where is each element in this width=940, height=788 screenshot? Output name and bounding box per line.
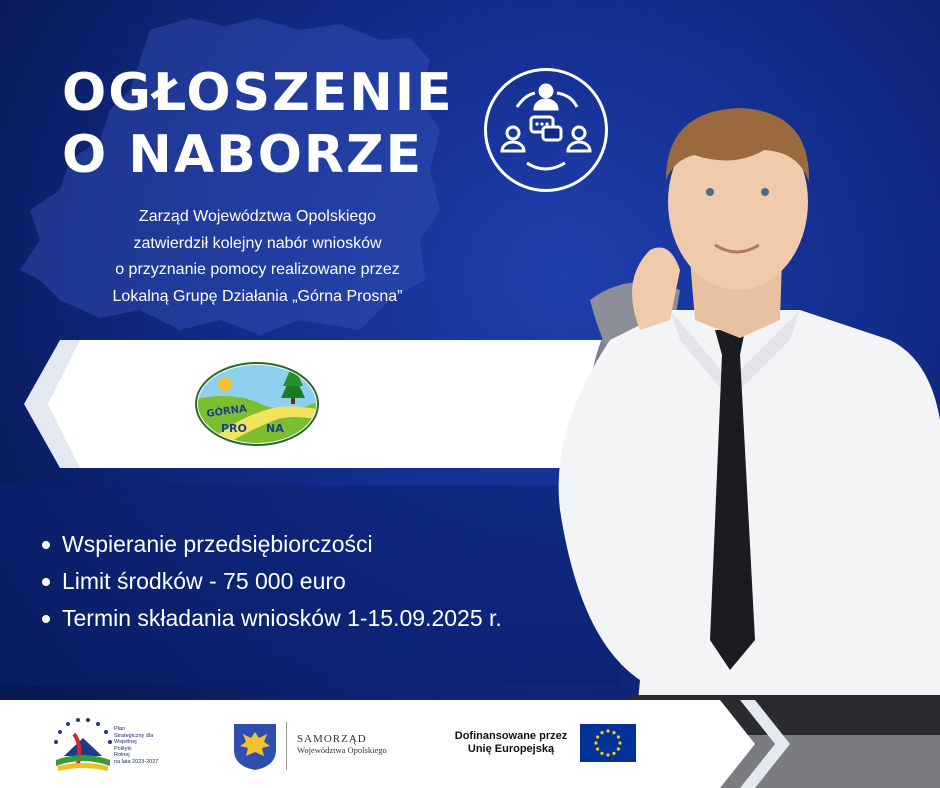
intro-line-3: o przyznanie pomocy realizowane przez [115,261,400,278]
list-item: Wspieranie przedsiębiorczości [40,526,502,563]
intro-line-2: zatwierdził kolejny nabór wniosków [133,234,382,252]
page-title [62,62,454,186]
samorzad-line-2: Województwa Opolskiego [297,745,387,755]
ps-line: Wspólnej [114,739,137,746]
samorzad-line-1: SAMORZĄD [297,733,367,745]
eu-line-2: Unię Europejską [467,743,555,755]
ps-line: Strategiczny dla [114,732,154,739]
plan-strategiczny-text [114,726,158,766]
logo-word-na: NA [266,422,284,435]
eu-funding-text [446,730,576,756]
intro-text [60,204,455,310]
ps-line: na lata 2023-2027 [114,758,159,765]
key-info-list [40,526,502,637]
list-item: Termin składania wniosków 1-15.09.2025 r. [40,600,502,637]
ps-line: Rolnej [114,752,130,759]
list-item: Limit środków - 75 000 euro [40,563,502,600]
eu-flag-icon [580,724,636,762]
logo-word-pro: PRO [221,422,247,435]
ps-line: Polityki [114,745,132,752]
businessman-photo [550,80,940,788]
intro-line-4: Lokalną Grupę Działania „Górna Prosna” [112,287,403,305]
opolskie-coat-of-arms-icon [232,722,278,772]
eu-line-1: Dofinansowane przez [454,730,568,742]
ps-line: Plan [114,726,126,732]
plan-strategiczny-logo [48,714,118,776]
title-line-1: OGŁOSZENIE [62,63,454,123]
title-line-2: O NABORZE [62,125,424,185]
logo-word-gorna: GÓRNA [205,403,248,420]
gorna-prosna-logo [193,360,321,448]
samorzad-label [297,733,387,755]
intro-line-1: Zarząd Województwa Opolskiego [138,208,377,225]
footer-divider [286,722,287,770]
